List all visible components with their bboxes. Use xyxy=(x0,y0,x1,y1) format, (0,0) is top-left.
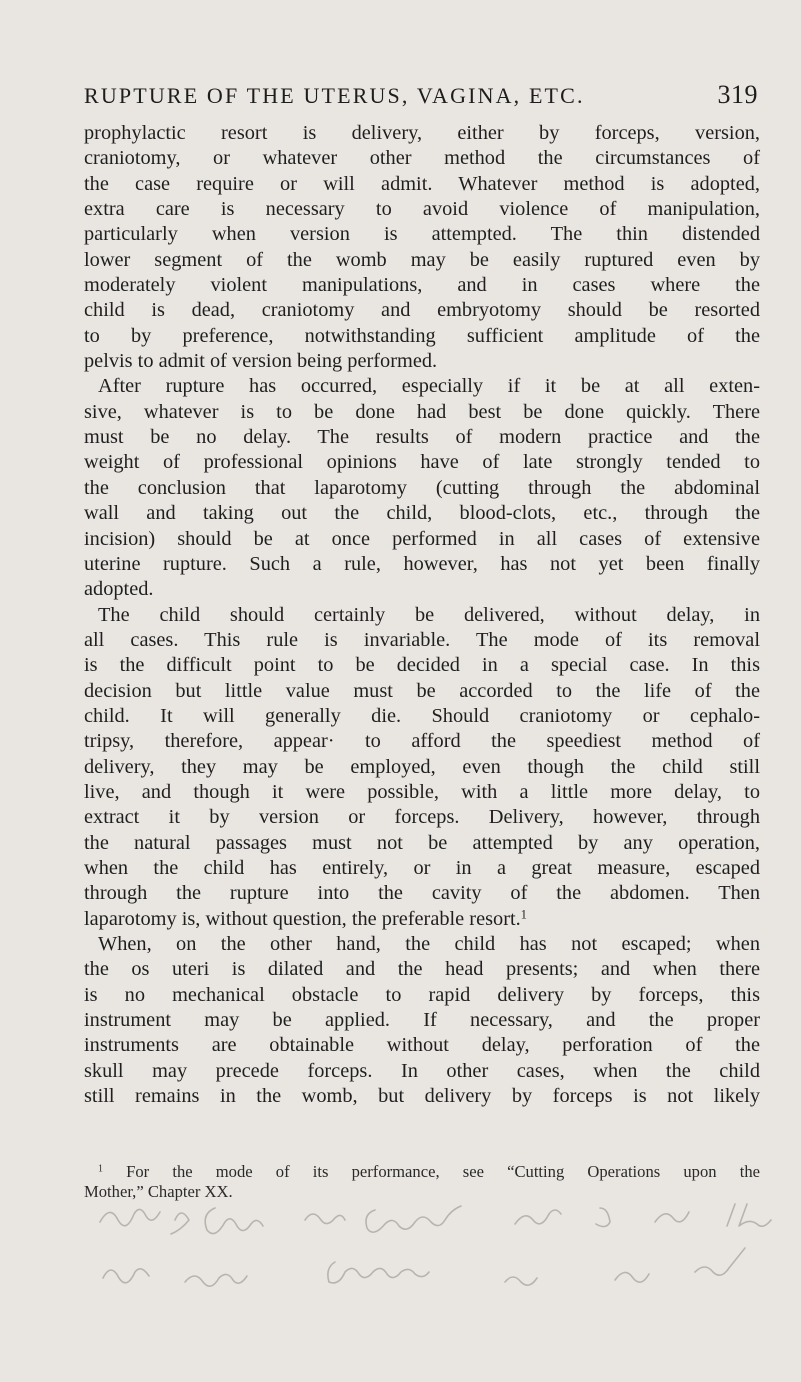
handwritten-annotation xyxy=(95,1200,800,1350)
text-line: child. It will generally die. Should craniotomy or cephalo- xyxy=(84,704,760,727)
text-line: decision but little value must be accorded to the life of the xyxy=(84,679,760,702)
running-head xyxy=(84,80,758,117)
footnote-marker: 1 xyxy=(98,1163,103,1175)
text-line: the natural passages must not be attempted by any operation, xyxy=(84,831,760,854)
text-line: particularly when version is attempted. The thin distended xyxy=(84,223,760,246)
text-line: must be no delay. The results of modern practice and the xyxy=(84,426,760,449)
text-line: uterine rupture. Such a rule, however, has not yet been finally xyxy=(84,552,760,575)
text-line: tripsy, therefore, appear· to afford the speediest method of xyxy=(84,730,760,753)
footnote-line xyxy=(84,1162,760,1182)
text-line: After rupture has occurred, especially if it be at all exten- xyxy=(98,375,760,398)
text-line: to by preference, notwithstanding sufficient amplitude of the xyxy=(84,324,760,347)
text-line: extract it by version or forceps. Delivery, however, through xyxy=(84,806,760,829)
footnote-reference: 1 xyxy=(520,906,527,921)
footnote-line: Mother,” Chapter XX. xyxy=(84,1181,233,1201)
footnote-text: For the mode of its performance, see “Cutting Operations upon the xyxy=(126,1162,760,1181)
text-line: craniotomy, or whatever other method the circumstances of xyxy=(84,147,760,170)
text-line: pelvis to admit of version being performed. xyxy=(84,350,438,373)
page-number: 319 xyxy=(717,80,758,109)
text-line: The child should certainly be delivered, without delay, in xyxy=(98,603,760,626)
text-line: prophylactic resort is delivery, either by forceps, version, xyxy=(84,122,760,144)
text-line: when the child has entirely, or in a great measure, escaped xyxy=(84,856,760,879)
text-line: is no mechanical obstacle to rapid delivery by forceps, this xyxy=(84,983,760,1006)
text-line: delivery, they may be employed, even though the child still xyxy=(84,755,760,778)
text-line: child is dead, craniotomy and embryotomy should be resorted xyxy=(84,299,760,322)
footnote xyxy=(84,1162,760,1201)
text-line: adopted. xyxy=(84,578,154,601)
text-line: still remains in the womb, but delivery by forceps is not likely xyxy=(84,1085,760,1108)
text-line: the os uteri is dilated and the head presents; and when there xyxy=(84,958,760,981)
text-line: extra care is necessary to avoid violence of manipulation, xyxy=(84,198,760,221)
text-line: instrument may be applied. If necessary, and the proper xyxy=(84,1009,760,1032)
text-line: lower segment of the womb may be easily ruptured even by xyxy=(84,248,760,271)
text-line: incision) should be at once performed in all cases of extensive xyxy=(84,527,760,550)
text-line: the case require or will admit. Whatever method is adopted, xyxy=(84,172,760,195)
text-line xyxy=(84,907,760,932)
text-line: weight of professional opinions have of late strongly tended to xyxy=(84,451,760,474)
text-line: through the rupture into the cavity of the abdomen. Then xyxy=(84,882,760,905)
text-line: is the difficult point to be decided in a special case. In this xyxy=(84,654,760,677)
text-line: skull may precede forceps. In other cases, when the child xyxy=(84,1059,760,1082)
text-line-content: laparotomy is, without question, the preferable resort. xyxy=(84,907,521,930)
text-line: wall and taking out the child, blood-clots, etc., through the xyxy=(84,502,760,525)
text-line: When, on the other hand, the child has not escaped; when xyxy=(98,933,760,955)
text-line: all cases. This rule is invariable. The mode of its removal xyxy=(84,628,760,651)
text-line: live, and though it were possible, with a little more delay, to xyxy=(84,780,760,803)
running-title: RUPTURE OF THE UTERUS, VAGINA, ETC. xyxy=(84,83,585,108)
text-line: instruments are obtainable without delay, perforation of the xyxy=(84,1034,760,1057)
text-line: moderately violent manipulations, and in cases where the xyxy=(84,274,760,297)
text-line: the conclusion that laparotomy (cutting through the abdominal xyxy=(84,476,760,499)
text-line: sive, whatever is to be done had best be done quickly. There xyxy=(84,400,760,423)
body-text xyxy=(84,121,760,1109)
